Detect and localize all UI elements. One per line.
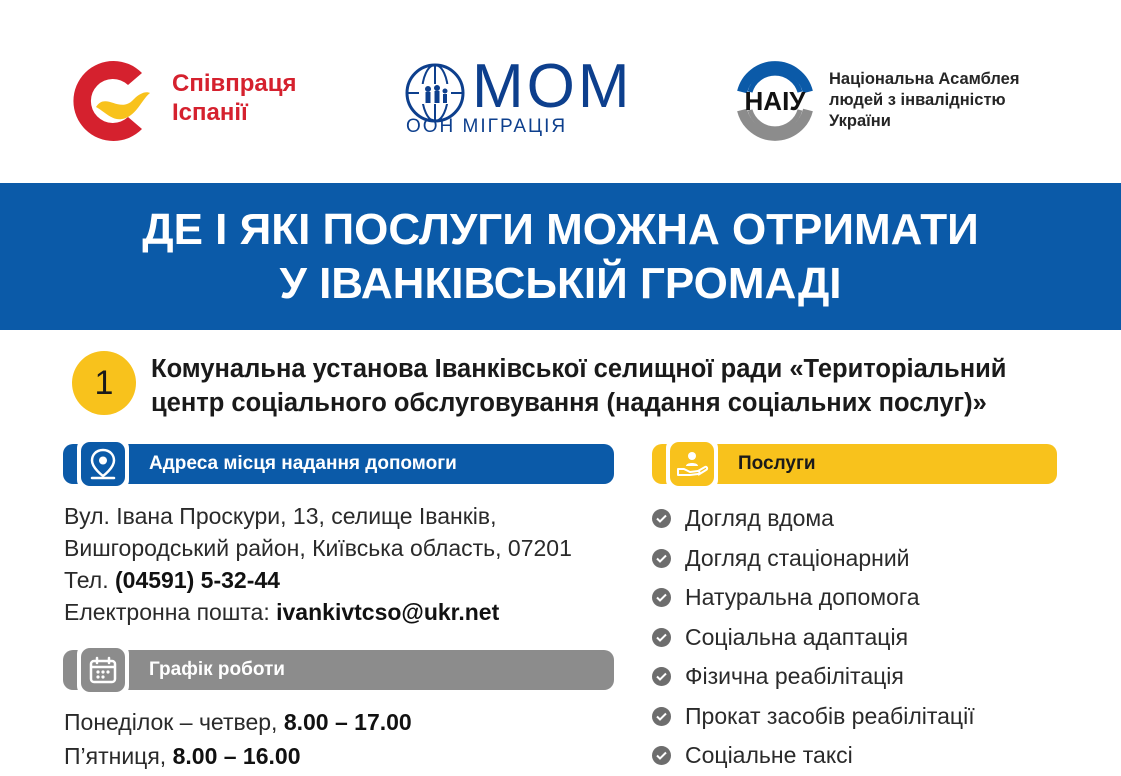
service-item (652, 736, 1092, 776)
calendar-icon (88, 655, 118, 685)
iom-globe-icon (404, 62, 466, 124)
schedule-row1-label: Понеділок – четвер, (64, 709, 278, 735)
page-title (11, 203, 1111, 311)
nau-logo-mark-text: НАІУ (744, 86, 806, 116)
email-label: Електронна пошта: (64, 599, 270, 625)
address-icon-frame (77, 438, 129, 490)
service-item (652, 618, 1092, 658)
schedule-row2-label: П’ятниця, (64, 743, 167, 769)
service-item (652, 578, 1092, 618)
nau-logo-line1: Національна Асамблея (829, 70, 1020, 88)
address-line2: Вишгородський район, Київська область, 07201 (64, 535, 572, 561)
schedule-row-weekdays (64, 705, 624, 739)
nau-logo-mark (728, 52, 822, 146)
iom-logo-subtitle: ООН МІГРАЦІЯ (406, 116, 568, 137)
spain-logo-line2: Іспанії (172, 99, 248, 126)
service-item-label: Натуральна допомога (685, 584, 920, 611)
check-circle-icon (652, 707, 671, 726)
service-item-label: Соціальна адаптація (685, 623, 909, 650)
nau-logo (728, 52, 1068, 148)
iom-logo (404, 52, 644, 143)
check-circle-icon (652, 588, 671, 607)
page-title-line1: ДЕ І ЯКІ ПОСЛУГИ МОЖНА ОТРИМАТИ (142, 204, 979, 254)
nau-logo-line2: людей з інвалідністю (829, 91, 1006, 109)
phone-row (64, 564, 624, 596)
service-item-label: Догляд стаціонарний (685, 544, 910, 571)
schedule-header-label: Графік роботи (149, 659, 285, 680)
spain-cooperation-logo-mark (62, 55, 152, 147)
service-item-label: Прокат засобів реабілітації (685, 702, 975, 729)
services-header-label: Послуги (738, 453, 816, 474)
email-address[interactable]: ivankivtcso@ukr.net (276, 599, 500, 625)
service-item (652, 499, 1092, 539)
service-item (652, 697, 1092, 737)
service-item-label: Фізична реабілітація (685, 663, 904, 690)
phone-label: Тел. (64, 567, 109, 593)
schedule-row1-hours: 8.00 – 17.00 (283, 709, 412, 735)
service-item (652, 657, 1092, 697)
address-line1: Вул. Івана Проскури, 13, селище Іванків, (64, 503, 497, 529)
service-item (652, 539, 1092, 579)
spain-cooperation-logo (62, 55, 322, 150)
schedule-row-friday (64, 739, 624, 773)
address-header-label: Адреса місця надання допомоги (149, 453, 457, 474)
check-circle-icon (652, 628, 671, 647)
check-circle-icon (652, 509, 671, 528)
check-circle-icon (652, 667, 671, 686)
services-list (652, 499, 1092, 776)
schedule-icon-frame (77, 644, 129, 696)
section-title-line1: Комунальна установа Іванківської селищної ради «Територіальний (151, 355, 1007, 383)
address-header (63, 444, 614, 484)
page-title-line2: У ІВАНКІВСЬКІЙ ГРОМАДІ (279, 258, 842, 308)
section-title-line2: центр соціального обслуговування (надання соціальних послуг)» (151, 389, 987, 417)
services-icon-frame (666, 438, 718, 490)
spain-logo-line1: Співпраця (172, 70, 297, 97)
service-item-label: Соціальне таксі (685, 742, 853, 769)
email-row (64, 596, 624, 628)
schedule-row2-hours: 8.00 – 16.00 (172, 743, 301, 769)
phone-number[interactable]: (04591) 5-32-44 (115, 567, 280, 593)
section-number-badge: 1 (72, 351, 136, 415)
schedule-details (64, 705, 624, 773)
section-title (151, 352, 1081, 420)
hand-care-icon (676, 449, 708, 479)
title-banner (0, 183, 1121, 330)
check-circle-icon (652, 549, 671, 568)
iom-logo-word: МОМ (472, 52, 633, 121)
nau-logo-line3: України (829, 112, 891, 130)
location-pin-icon (88, 448, 118, 480)
address-details (64, 500, 624, 628)
check-circle-icon (652, 746, 671, 765)
services-header (652, 444, 1057, 484)
service-item-label: Догляд вдома (685, 505, 834, 532)
schedule-header (63, 650, 614, 690)
